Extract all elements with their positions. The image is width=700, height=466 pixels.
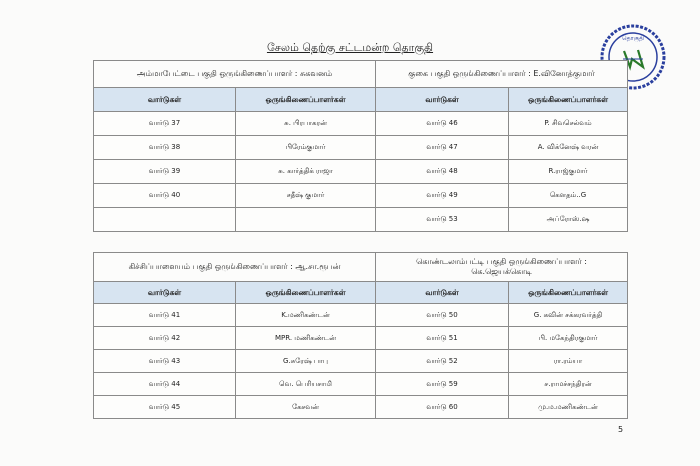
coordinator-cell: R.ராஜ்குமார் [509,160,628,184]
ward-cell: வார்டு 52 [376,350,509,373]
area-title: குகை பகுதி ஒருங்கிணைப்பாளர் : E.வினோத்குமார் [376,61,628,88]
page-title: சேலம் தெற்கு சட்டமன்ற தொகுதி [266,41,434,54]
area-title-line: கொண்டலாம்பட்டி பகுதி ஒருங்கிணைப்பாளர் : [416,257,587,266]
table-row [94,208,628,232]
coordinator-cell: சு. கார்த்திக் ராஜா [236,160,376,184]
area-title: கிச்சிப்பாளையம் பகுதி ஒருங்கிணைப்பாளர் : ஆ.சா.ரூபன் [94,253,376,282]
ward-cell: வார்டு 48 [376,160,509,184]
table-row [94,136,628,160]
coordinator-cell: அப்ரோஸ்.ஷ [509,208,628,232]
area-title-multiline [376,253,628,282]
col-header-coordinators: ஒருங்கிணைப்பாளர்கள் [509,282,628,304]
table-row [94,112,628,136]
area-title-line: கெ.ஜெயக்கொடி [471,267,532,276]
coordinator-cell: G. கவின் சக்கரவர்த்தி [509,304,628,327]
table-row [94,160,628,184]
coordinator-cell: பி. மகேந்திரகுமார் [509,327,628,350]
coordinator-cell: மு.ம.மணிகண்டன் [509,396,628,419]
table-row [94,350,628,373]
ward-cell: வார்டு 42 [94,327,236,350]
ward-cell: வார்டு 45 [94,396,236,419]
ward-cell: வார்டு 60 [376,396,509,419]
col-header-coordinators: ஒருங்கிணைப்பாளர்கள் [236,88,376,112]
ward-cell: வார்டு 44 [94,373,236,396]
coordinator-cell: MPR. மணிகண்டன் [236,327,376,350]
ward-cell: வார்டு 47 [376,136,509,160]
coordinator-cell: ச.ராமச்சந்திரன் [509,373,628,396]
ward-cell: வார்டு 40 [94,184,236,208]
table-row [94,327,628,350]
coordinator-cell: A. விக்னேஷ் வரன் [509,136,628,160]
col-header-coordinators: ஒருங்கிணைப்பாளர்கள் [509,88,628,112]
coordinator-cell: பிரேம்குமார் [236,136,376,160]
coordinators-table-1 [93,60,628,232]
col-header-wards: வார்டுகள் [376,88,509,112]
coordinator-cell: கௌதம்..G [509,184,628,208]
ward-cell: வார்டு 51 [376,327,509,350]
coordinator-cell: சதீஷ் குமார் [236,184,376,208]
coordinator-cell: சு. பிரபாகரன் [236,112,376,136]
seal-text: தொகுதி [622,35,644,42]
ward-cell: வார்டு 46 [376,112,509,136]
coordinator-cell: P. சிவசெல்வம் [509,112,628,136]
ward-cell: வார்டு 53 [376,208,509,232]
ward-cell: வார்டு 41 [94,304,236,327]
coordinator-cell: வெ. பெரியசாமி [236,373,376,396]
col-header-coordinators: ஒருங்கிணைப்பாளர்கள் [236,282,376,304]
area-title: அம்மாபேட்டை பகுதி ஒருங்கிணைப்பாளர் : சுகவனம் [94,61,376,88]
col-header-wards: வார்டுகள் [376,282,509,304]
col-header-wards: வார்டுகள் [94,88,236,112]
coordinator-cell: K.மணிகண்டன் [236,304,376,327]
table-row [94,304,628,327]
table-row [94,184,628,208]
table-row [94,373,628,396]
col-header-wards: வார்டுகள் [94,282,236,304]
ward-cell: வார்டு 43 [94,350,236,373]
ward-cell: வார்டு 39 [94,160,236,184]
ward-cell: வார்டு 50 [376,304,509,327]
ward-cell: வார்டு 59 [376,373,509,396]
ward-cell: வார்டு 38 [94,136,236,160]
table-row [94,396,628,419]
ward-cell: வார்டு 49 [376,184,509,208]
page-number: 5 [618,425,624,434]
coordinator-cell: ரா.ரம்யா [509,350,628,373]
coordinator-cell: G.சுரேஷ் பாபு [236,350,376,373]
coordinators-table-2 [93,252,628,419]
coordinator-cell [236,208,376,232]
ward-cell [94,208,236,232]
ward-cell: வார்டு 37 [94,112,236,136]
coordinator-cell: கேசவன் [236,396,376,419]
